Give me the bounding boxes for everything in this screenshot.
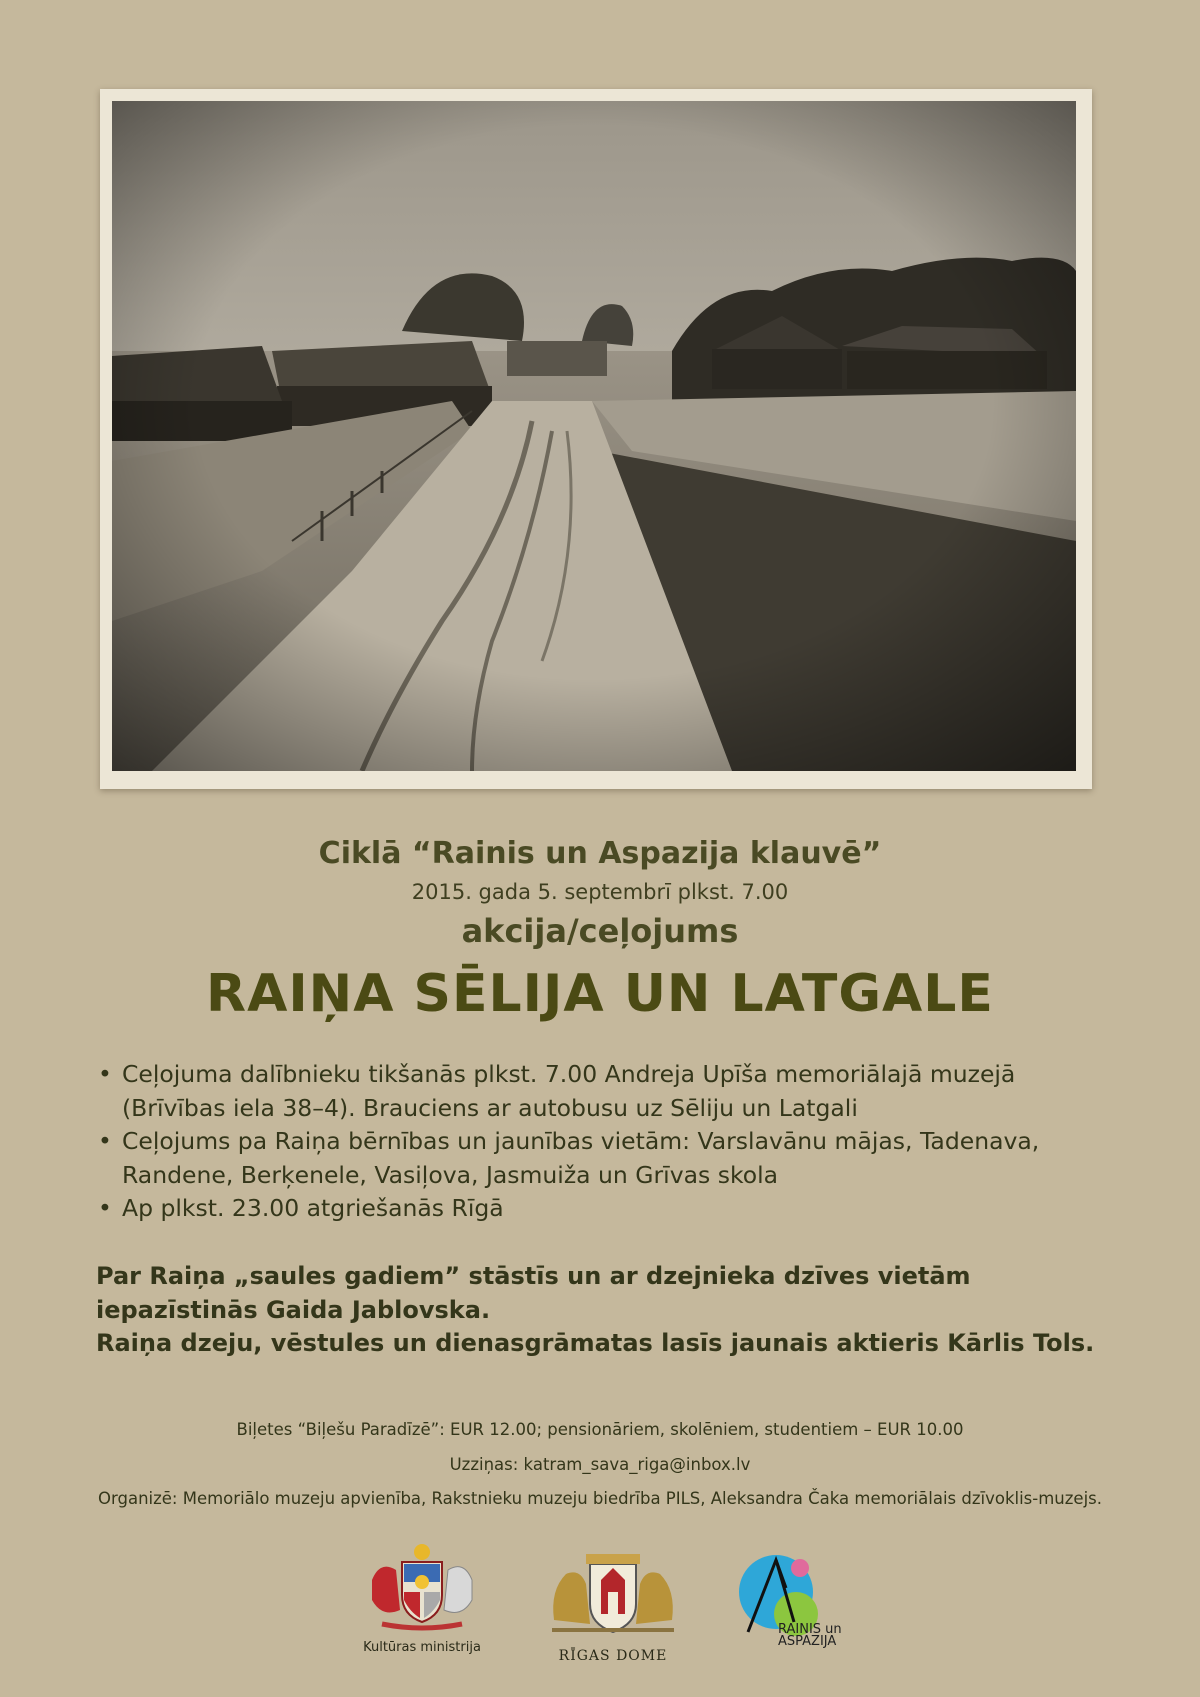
riga-city-logo [538,1550,688,1664]
ministry-caption: Kultūras ministrija [363,1640,481,1655]
ticket-info: Biļetes “Biļešu Paradīzē”: EUR 12.00; pensionāriem, skolēniem, studentiem – EUR 10.00 [236,1420,964,1439]
event-date: 2015. gada 5. septembrī plkst. 7.00 [411,880,789,904]
riga-caption: RĪGAS DOME [558,1648,668,1664]
photo-frame [100,89,1092,789]
program-item: • Ceļojuma dalībnieku tikšanās plkst. 7.00 Andreja Upīša memoriālajā muzejā (Brīvības iela 38–4). Brauciens ar autobusu uz Sēliju un Latgali [96,1058,1116,1125]
program-item: • Ap plkst. 23.00 atgriešanās Rīgā [96,1192,1116,1226]
latvia-coat-of-arms-icon [362,1540,482,1632]
rainis-caption-line: RAINIS un [778,1622,842,1637]
event-kind: akcija/ceļojums [461,912,739,950]
contact-info: Uzziņas: katram_sava_riga@inbox.lv [449,1455,751,1474]
description [96,1260,1136,1361]
description-line: Raiņa dzeju, vēstules un dienasgrāmatas lasīs jaunais aktieris Kārlis Tols. [96,1329,1095,1357]
rainis-aspazija-logo [738,1552,848,1656]
program-item: • Ceļojums pa Raiņa bērnības un jaunības vietām: Varslavānu mājas, Tadenava, Randene, Berķenele, Vasiļova, Jasmuiža un Grīvas skola [96,1125,1116,1192]
rainis-caption-line: ASPAZIJA [778,1634,837,1649]
organizers-info: Organizē: Memoriālo muzeju apvienība, Rakstnieku muzeju biedrība PILS, Aleksandra Čaka memoriālais dzīvoklis-muzejs. [98,1489,1102,1508]
program-list [96,1058,1116,1226]
riga-coat-of-arms-icon [546,1550,680,1640]
rainis-caption [778,1624,842,1648]
cycle-title: Ciklā “Rainis un Aspazija klauvē” [318,836,882,871]
description-line: iepazīstinās Gaida Jablovska. [96,1295,491,1324]
village-road-photo [112,101,1076,771]
culture-ministry-logo [352,1540,492,1655]
event-title: RAIŅA SĒLIJA UN LATGALE [206,964,994,1024]
description-line: Par Raiņa „saules gadiem” stāstīs un ar dzejnieka dzīves vietām [96,1262,971,1290]
